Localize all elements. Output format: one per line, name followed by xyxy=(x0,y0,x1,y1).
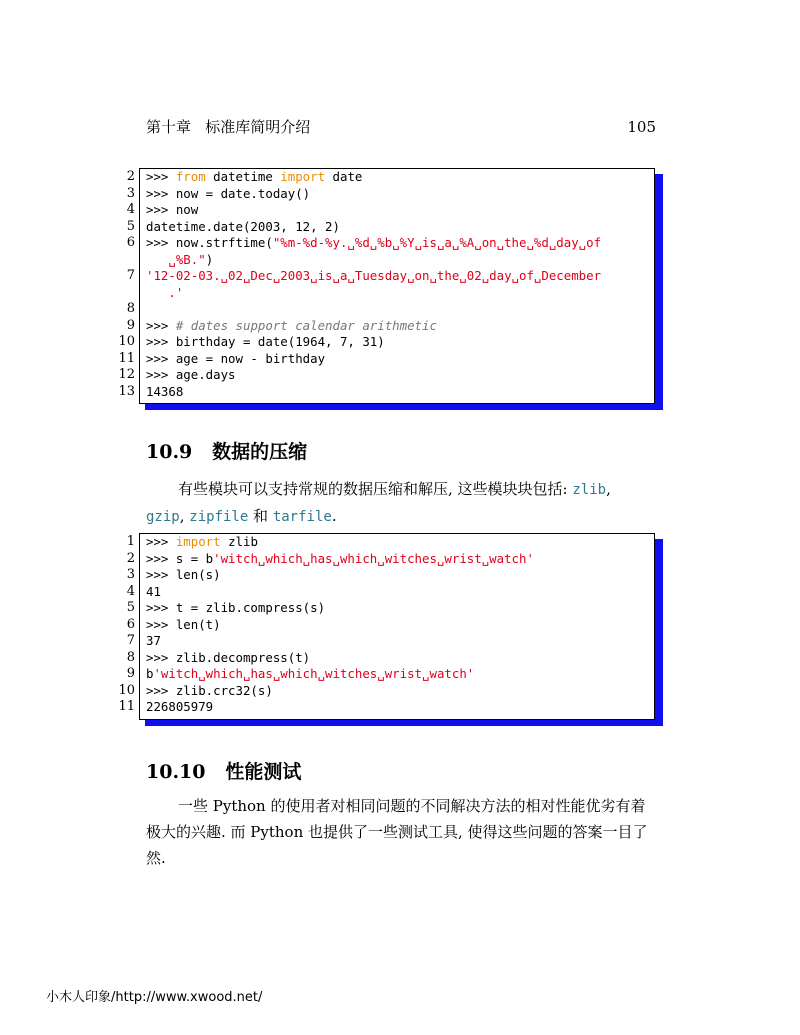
code-block-zlib xyxy=(118,533,663,726)
code-line xyxy=(118,633,655,650)
page-number: 105 xyxy=(627,118,656,136)
line-number: 8 xyxy=(126,301,135,316)
code-line xyxy=(118,301,655,318)
code-text: >>> from datetime import date xyxy=(146,169,363,184)
code-line xyxy=(118,219,655,236)
section-heading-10-9 xyxy=(146,439,307,465)
line-number: 7 xyxy=(126,268,135,283)
code-line xyxy=(118,285,655,302)
code-block-datetime xyxy=(118,168,663,410)
line-number: 2 xyxy=(126,169,135,184)
line-number: 4 xyxy=(126,583,135,599)
code-text: >>> len(s) xyxy=(146,567,221,582)
code-text: .' xyxy=(146,284,184,300)
code-text: >>> age = now - birthday xyxy=(146,350,326,366)
chapter-title: 第十章 标准库简明介绍 xyxy=(146,118,311,136)
line-number: 13 xyxy=(118,383,135,399)
code-text: 14368 xyxy=(146,383,184,399)
line-number: 1 xyxy=(126,534,135,549)
code-frame-shadow xyxy=(655,174,663,410)
code-line xyxy=(118,186,655,203)
code-text: 37 xyxy=(146,633,161,648)
code-frame-shadow xyxy=(145,404,663,410)
line-number: 4 xyxy=(126,202,135,217)
paragraph-text: 有些模块可以支持常规的数据压缩和解压, 这些模块块包括: xyxy=(178,480,573,498)
paragraph-performance: 一些 Python 的使用者对相同问题的不同解决方法的相对性能优劣有着极大的兴趣. 而 Python 也提供了一些测试工具, 使得这些问题的答案一目了然. xyxy=(146,797,648,867)
code-text: >>> t = zlib.compress(s) xyxy=(146,600,326,615)
section-number: 10.10 xyxy=(146,761,206,783)
code-text: >>> import zlib xyxy=(146,534,258,549)
code-line xyxy=(118,600,655,617)
line-number: 9 xyxy=(126,666,135,681)
punctuation: , xyxy=(606,480,611,498)
code-line xyxy=(118,367,655,384)
code-text: >>> zlib.decompress(t) xyxy=(146,649,311,665)
line-number: 7 xyxy=(126,633,135,648)
code-line xyxy=(118,534,655,551)
code-line xyxy=(118,268,655,285)
punctuation: , xyxy=(179,507,190,525)
line-number: 12 xyxy=(118,367,135,382)
code-line xyxy=(118,202,655,219)
code-text: '12-02-03.␣02␣Dec␣2003␣is␣a␣Tuesday␣on␣the␣02␣day␣of␣December xyxy=(146,268,602,283)
code-text: >>> zlib.crc32(s) xyxy=(146,682,273,698)
code-text: ␣%B.") xyxy=(146,251,214,267)
line-number: 3 xyxy=(126,185,135,201)
code-line xyxy=(118,683,655,700)
line-number: 2 xyxy=(126,550,135,566)
section-title: 性能测试 xyxy=(225,761,302,783)
line-number: 6 xyxy=(126,235,135,250)
code-text: datetime.date(2003, 12, 2) xyxy=(146,218,340,234)
code-line xyxy=(118,351,655,368)
section-heading-10-10 xyxy=(146,759,301,785)
code-text: >>> age.days xyxy=(146,367,236,382)
code-text: >>> # dates support calendar arithmetic xyxy=(146,317,437,333)
line-number: 10 xyxy=(118,334,135,349)
code-line xyxy=(118,334,655,351)
section-title: 数据的压缩 xyxy=(212,441,308,463)
code-text: b'witch␣which␣has␣which␣witches␣wrist␣watch' xyxy=(146,666,475,681)
line-number: 5 xyxy=(126,218,135,234)
module-name-gzip: gzip xyxy=(146,509,180,525)
footer-watermark: 小木人印象/http://www.xwood.net/ xyxy=(46,990,263,1005)
code-text: >>> s = b'witch␣which␣has␣which␣witches␣wrist␣watch' xyxy=(146,550,534,566)
code-text: 41 xyxy=(146,583,161,599)
code-text: >>> now = date.today() xyxy=(146,185,311,201)
code-line xyxy=(118,318,655,335)
code-line xyxy=(118,252,655,269)
code-line xyxy=(118,699,655,716)
punctuation: . xyxy=(331,507,337,525)
code-frame-shadow xyxy=(145,720,663,726)
code-text: >>> now.strftime("%m-%d-%y.␣%d␣%b␣%Y␣is␣a␣%A␣on␣the␣%d␣day␣of xyxy=(146,235,602,250)
code-text: >>> now xyxy=(146,202,199,217)
code-line xyxy=(118,384,655,401)
code-line xyxy=(118,584,655,601)
conjunction: 和 xyxy=(248,507,273,525)
line-number: 11 xyxy=(118,350,135,366)
code-text: >>> len(t) xyxy=(146,616,221,632)
paragraph-compression xyxy=(146,476,658,530)
code-line xyxy=(118,551,655,568)
code-line xyxy=(118,169,655,186)
code-line xyxy=(118,235,655,252)
line-number: 10 xyxy=(118,682,135,698)
module-name-tarfile: tarfile xyxy=(272,509,332,525)
code-line xyxy=(118,617,655,634)
code-line xyxy=(118,650,655,667)
line-number: 11 xyxy=(118,699,135,714)
line-number: 9 xyxy=(126,317,135,333)
code-line xyxy=(118,567,655,584)
module-name-zipfile: zipfile xyxy=(189,509,249,525)
line-number: 3 xyxy=(126,567,135,582)
code-line xyxy=(118,666,655,683)
line-number: 6 xyxy=(126,616,135,632)
line-number: 5 xyxy=(126,600,135,615)
code-text: 226805979 xyxy=(146,699,214,714)
running-head xyxy=(146,116,656,138)
line-number: 8 xyxy=(126,649,135,665)
section-number: 10.9 xyxy=(146,441,193,463)
module-name-zlib: zlib xyxy=(572,482,607,498)
code-frame-shadow xyxy=(655,539,663,726)
code-text: >>> birthday = date(1964, 7, 31) xyxy=(146,334,385,349)
